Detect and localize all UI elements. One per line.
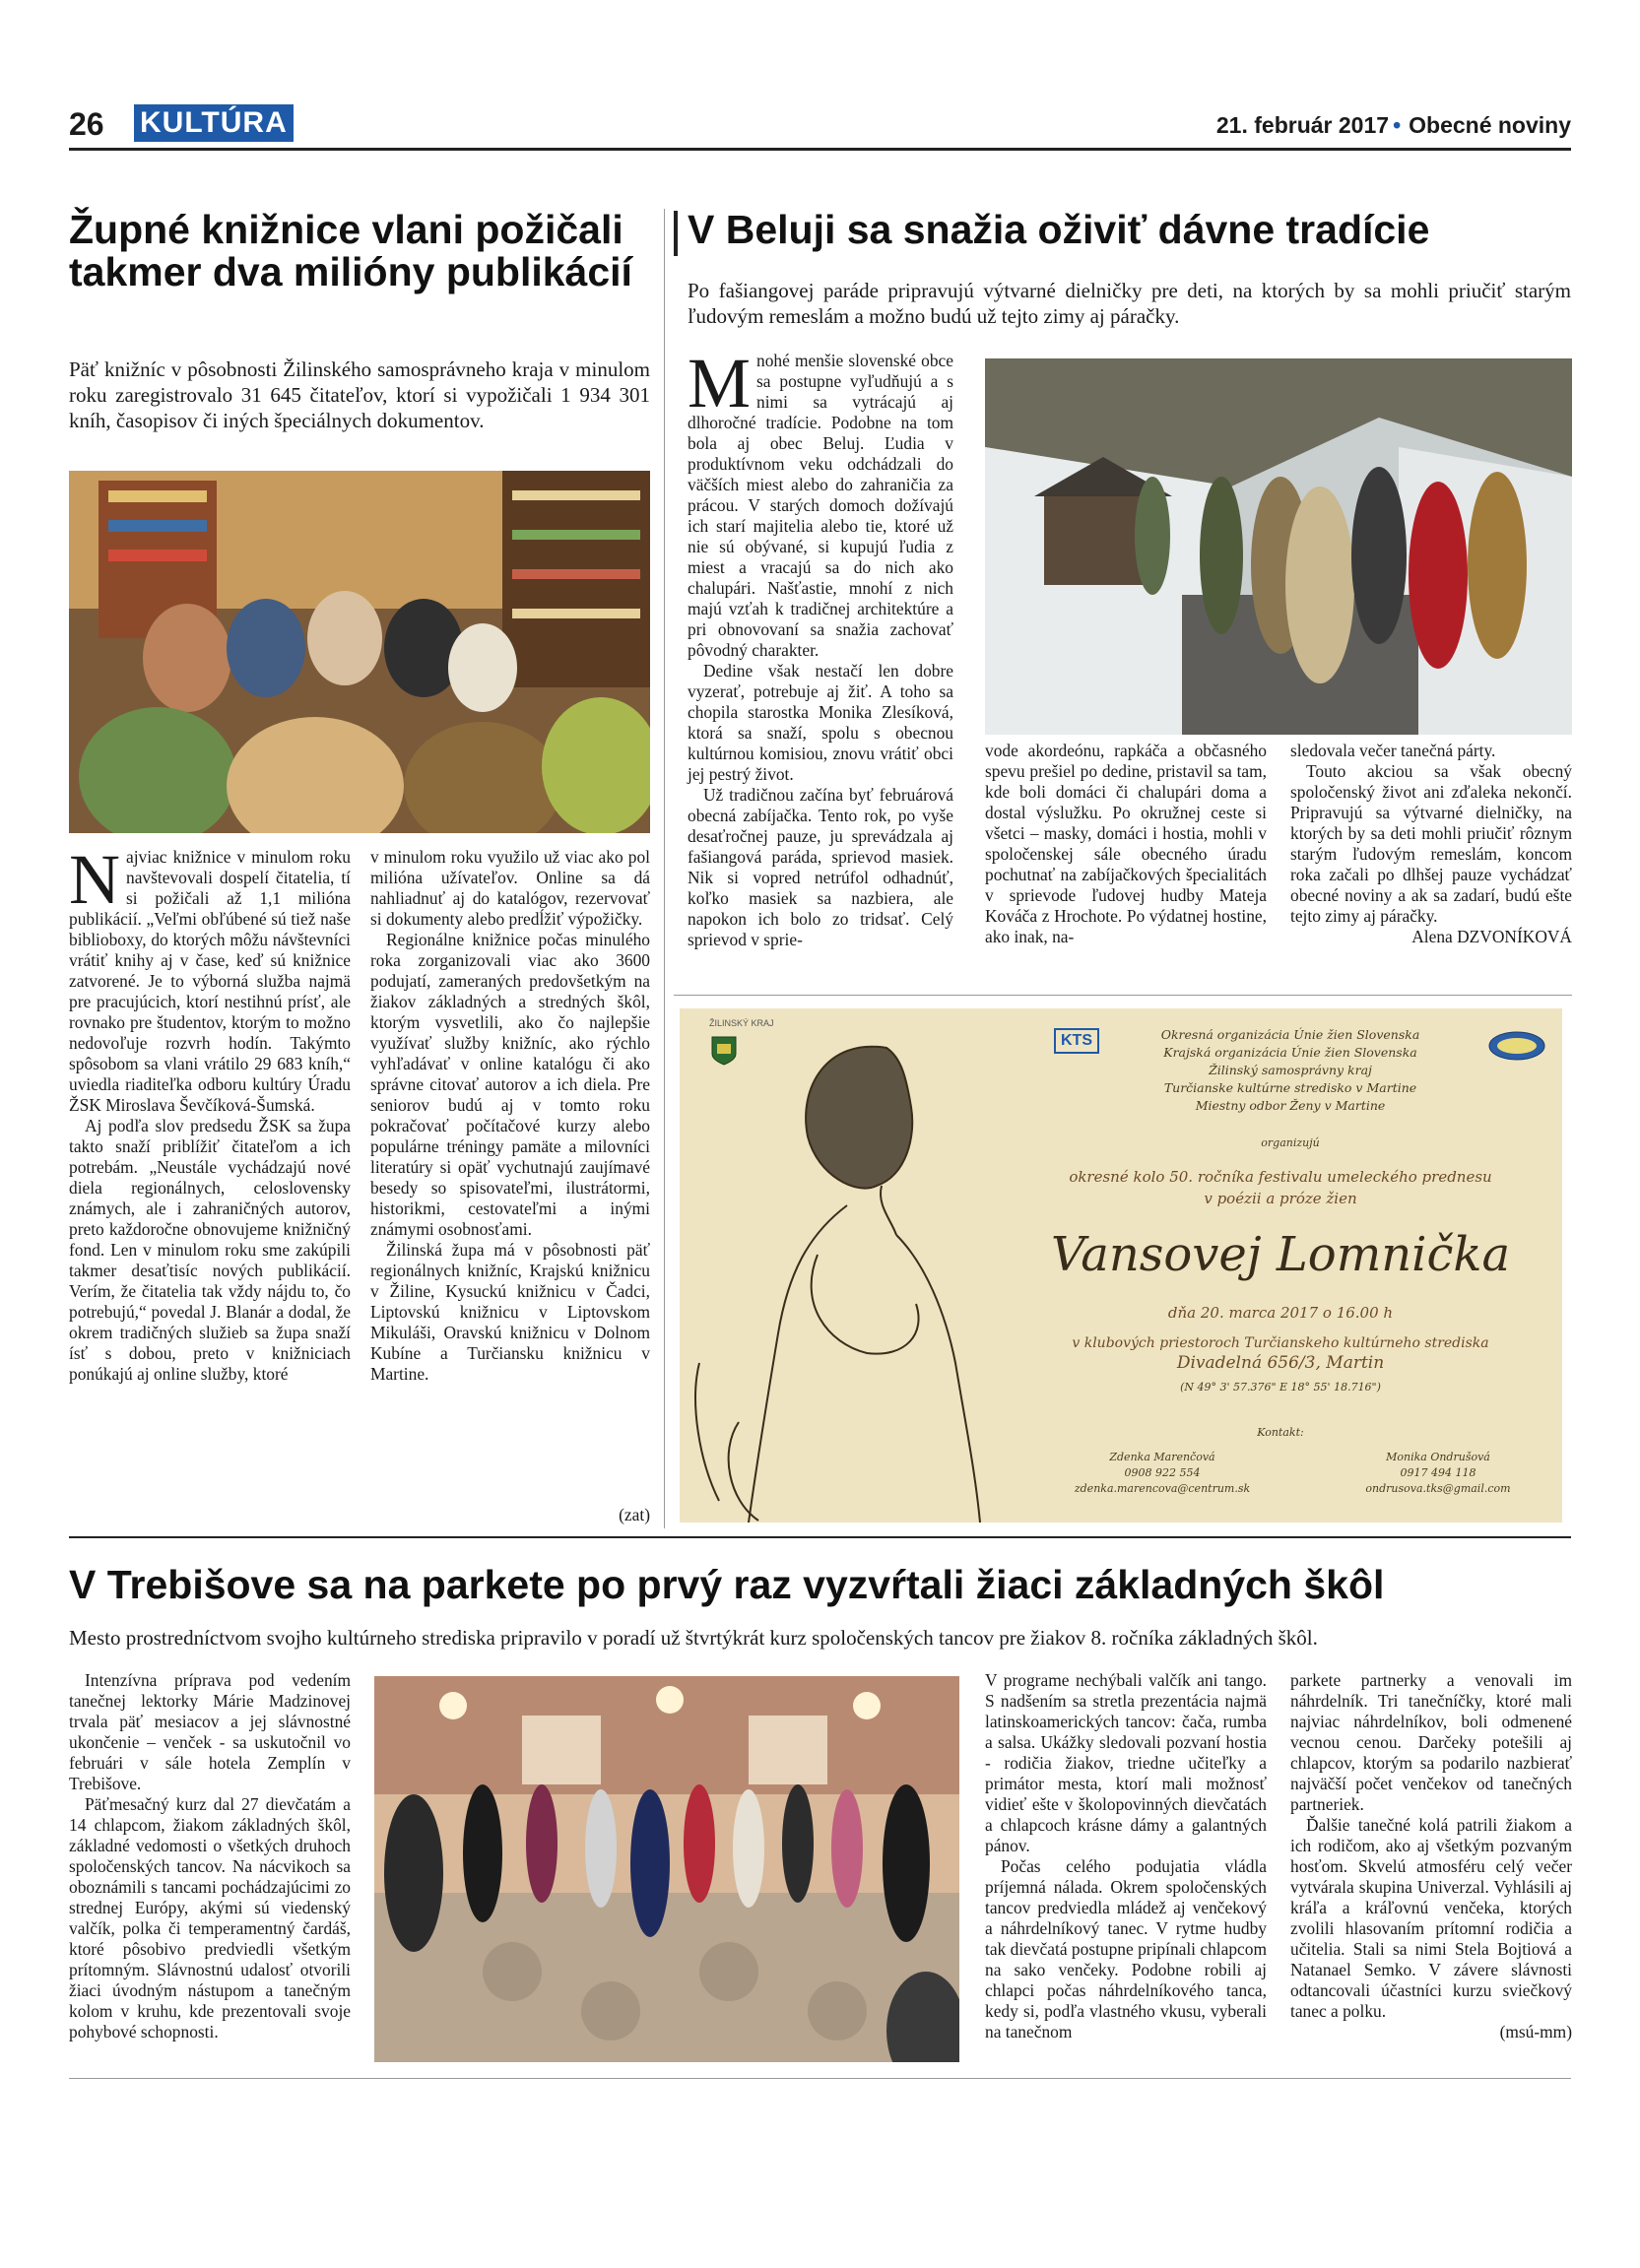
article1-col1-paragraph-2: Aj podľa slov predsedu ŽSK sa župa takto snaží priblížiť čitateľom a ich potrebám. „Neustále vychádzajú nové diela regionálnych, celoslovensky známych, ale i zahraničných autorov, preto každoročne obnovujeme knižničný fond. Len v minulom roku sme zakúpili takmer desaťtisíc nových publikácií. Verím, že čitatelia tak vždy nájdu to, čo potrebujú,“ povedal J. Blanár a dodal, že okrem tradičných služieb sa župa snaží ísť s dobou, preto v knižniciach ponúkajú aj online služby, ktoré xyxy=(69,1116,351,1384)
contact-email: zdenka.marencova@centrum.sk xyxy=(1074,1482,1251,1495)
article3-signature: (msú-mm) xyxy=(1499,2022,1572,2041)
contact-phone: 0917 494 118 xyxy=(1400,1466,1476,1479)
page-header xyxy=(69,102,1571,146)
organizer-line: Žilinský samosprávny kraj xyxy=(1209,1063,1372,1077)
masks-parade-photo xyxy=(985,358,1572,735)
woman-portrait-sketch xyxy=(680,1008,1015,1523)
article2-col1-paragraph-3: Už tradičnou začína byť februárová obecná zabíjačka. Tento rok, po vyše desaťročnej pauze, ju sprevádzala aj fašiangová paráda, sprievod masiek. Nik si vopred netrúfol odhadnúť, koľko masiek sa nazbiera, ale napokon ich bolo zo tridsať. Celý sprievod v sprie- xyxy=(688,785,953,949)
article1-column-1 xyxy=(69,840,351,1385)
organizer-line: Krajská organizácia Únie žien Slovenska xyxy=(1163,1045,1417,1060)
article2-title-marker xyxy=(674,211,678,256)
header-rule xyxy=(69,148,1571,151)
article2-col3-paragraph-2: Touto akciou sa však obecný spoločenský život ani zďaleka nekončí. Pripravujú sa výtvarné dielničky, na ktorých by sa deti mohli priučiť rôznym starým ľudovým remeslám, koncom roka začali po dlhšej pauze vychádzať obecné noviny a ak sa zadarí, budú ešte tejto zimy aj páračky. xyxy=(1290,761,1572,926)
article2-column-2 xyxy=(985,741,1267,947)
region-label: ŽILINSKÝ KRAJ xyxy=(709,1018,774,1028)
section-badge: KULTÚRA xyxy=(134,104,294,142)
article1-col2-paragraph-2: Regionálne knižnice počas minulého roka zorganizovali viac ako 3600 podujatí, zameraných predovšetkým na žiakov základných a stredných škôl, ktorým vysvetlili, ako čo najlepšie využívať služby knižníc, ako rýchlo vyhľadávať v online katalógu či ako správne citovať autorov a ich diela. Pre seniorov budú aj v tomto roku pokračovať počítačové kurzy alebo populárne tréningy pamäte a milovníci literatúry si opäť vychutnajú zaujímavé besedy so spisovateľmi, ilustrátormi, historikmi, cestovateľmi a inými známymi osobnosťami. xyxy=(370,930,650,1239)
article1-signature: (zat) xyxy=(619,1505,650,1524)
union-of-women-logo-icon xyxy=(1487,1030,1546,1062)
article1-col1-paragraph xyxy=(69,840,351,1116)
article2-col2-paragraph: vode akordeónu, rapkáča a občasného spevu prešiel po dedine, pristavil sa tam, kde boli domáci či chalupári doma a dostal výslužku. Po okružnej ceste si všetci – masky, domáci i hostia, mohli v spoločenskej sále obecného úradu pochutnať na zabíjačkových špecialitách v sprievode ľudovej hudby Mateja Kováča z Hrochote. Po výdatnej hostine, ako inak, na- xyxy=(985,741,1267,946)
issue-date: 21. február 2017 xyxy=(1215,112,1390,138)
paper-name: Obecné noviny xyxy=(1409,112,1571,138)
contact-email: ondrusova.tks@gmail.com xyxy=(1365,1482,1511,1495)
article2-column-1 xyxy=(688,344,953,950)
festival-line: v poézii a próze žien xyxy=(1204,1190,1357,1207)
article2-col3-paragraph-1: sledovala večer tanečná párty. xyxy=(1290,741,1496,760)
coat-of-arms-icon xyxy=(711,1036,737,1066)
header-dateline xyxy=(1216,112,1571,139)
article1-col2-paragraph-1: v minulom roku využilo už viac ako pol milióna užívateľov. Online sa dá nahliadnuť aj do katalógov, rezervovať si dokumenty alebo predĺžiť výpožičky. xyxy=(370,847,650,929)
invitation-poster xyxy=(680,1008,1562,1523)
article1-title: Župné knižnice vlani požičali takmer dva milióny publikácií xyxy=(69,207,632,295)
article1-col1-text: ajviac knižnice v minulom roku navštevovali dospelí čitatelia, tí si požičali až 1,1 milióna publikácií. „Veľmi obľúbené sú tiež naše biblioboxy, do ktorých môžu návštevníci vrátiť knihy aj v čase, keď sú knižnice zatvorené. Je to výborná služba najmä pre pracujúcich, ktorí nestihnú prísť, ale rovnako pre študentov, ktorým to možno nedovoľuje rozvrh hodín. Takýmto spôsobom sa vlani vrátilo 29 683 kníh,“ uviedla riaditeľka odboru kultúry Úradu ŽSK Miroslava Ševčíková-Šumská. xyxy=(69,847,351,1115)
gps-coordinates: (N 49° 3' 57.376" E 18° 55' 18.716") xyxy=(1180,1381,1381,1393)
organizuju-label: organizujú xyxy=(1261,1136,1320,1149)
venue-line: Divadelná 656/3, Martin xyxy=(1176,1353,1385,1373)
dance-course-illustration xyxy=(374,1676,959,2062)
article2-col1-paragraph-2: Dedine však nestačí len dobre vyzerať, potrebuje aj žiť. A toho sa chopila starostka Monika Zlesíková, ktorá sa snaží, spolu s obecnou kultúrnou komisiou, znovu vrátiť obci jej pestrý život. xyxy=(688,661,953,784)
article3-col1-paragraph-1: Intenzívna príprava pod vedením tanečnej lektorky Márie Madzinovej trvala päť mesiacov a jej slávnostné ukončenie – venček - sa uskutočnil vo februári v sále hotela Zemplín v Trebišove. xyxy=(69,1670,351,1793)
event-name: Vansovej Lomnička xyxy=(1050,1227,1511,1282)
article3-top-rule xyxy=(69,1536,1571,1538)
library-photo xyxy=(69,471,650,833)
article2-col1-paragraph xyxy=(688,344,953,661)
festival-description xyxy=(1015,1166,1546,1209)
article3-col2-paragraph-1: V programe nechýbali valčík ani tango. S nadšením sa stretla prezentácia najmä latinskoamerických tancov: čača, rumba a salsa. Ukážky sledovali pozvaní hostia - rodičia žiakov, triedne učiteľky a primátor mesta, ktorí mali možnosť vidieť ešte v školopovinných dievčatách a chlapcoch krásne dámy a galantných pánov. xyxy=(985,1670,1267,1855)
article3-col3-paragraph-2: Ďalšie tanečné kolá patrili žiakom a ich rodičom, ako aj všetkým pozvaným hosťom. Skvelú atmosféru celý večer vytvárala skupina Univerzal. Vyhlásili aj kráľa a kráľovnú venčeka, ktorých zvolili hlasovaním prítomní rodičia a učitelia. Stali sa nimi Stela Bojtiová a Natanael Semko. V závere slávnosti odtancovali účastníci kurzu sviečkový tanec a polku. xyxy=(1290,1815,1572,2021)
contact-1 xyxy=(1074,1450,1251,1497)
dance-course-photo xyxy=(374,1676,959,2062)
article3-col3-paragraph-1: parkete partnerky a venovali im náhrdelník. Tri tanečníčky, ktoré mali najviac náhrdelníkov, boli odmenené vecnou cenou. Darčeky potešili aj chlapcov, ktorým sa podarilo nazbierať najväčší počet venčekov od tanečných partneriek. xyxy=(1290,1670,1572,1814)
article3-lead: Mesto prostredníctvom svojho kultúrneho strediska pripravilo v poradí už štvrtýkrát kurz spoločenských tancov pre žiakov 8. ročníka základných škôl. xyxy=(69,1626,1318,1650)
organizer-line: Miestny odbor Ženy v Martine xyxy=(1195,1098,1386,1113)
article2-lead: Po fašiangovej paráde pripravujú výtvarné dielničky pre deti, na ktorých by sa mohli priučiť starým ľudovým remeslám a možno budú už tejto zimy aj páračky. xyxy=(688,279,1571,328)
article1-col2-paragraph-3: Žilinská župa má v pôsobnosti päť regionálnych knižníc, Krajskú knižnicu v Žiline, Kysuckú knižnicu v Čadci, Liptovskú knižnicu v Liptovskom Mikuláši, Oravskú knižnicu v Dolnom Kubíne a Turčiansku knižnicu v Martine. xyxy=(370,1240,650,1384)
contact-2 xyxy=(1349,1450,1527,1497)
article1-dropcap: N xyxy=(69,840,120,919)
article2-title: V Beluji sa snažia oživiť dávne tradície xyxy=(688,207,1430,252)
article1-column-2 xyxy=(370,847,650,1385)
library-photo-illustration xyxy=(69,471,650,833)
article3-column-1 xyxy=(69,1670,351,2042)
article3-col1-paragraph-2: Päťmesačný kurz dal 27 dievčatám a 14 chlapcom, žiakom základných škôl, základné vedomosti o všetkých druhoch spoločenských tancov. Na nácvikoch sa oboznámili s tancami pochádzajúcimi zo strednej Európy, akými sú viedenský valčík, polka či temperamentný čardáš, ktoré pôsobivo predviedli všetkým prítomným. Slávnostnú udalosť otvorili žiaci úvodným nástupom a tanečným kolom v kruhu, kde prezentovali svoje pohybové schopnosti. xyxy=(69,1794,351,2041)
festival-line: okresné kolo 50. ročníka festivalu umeleckého prednesu xyxy=(1069,1168,1492,1186)
article3-title: V Trebišove sa na parkete po prvý raz vyzvŕtali žiaci základných škôl xyxy=(69,1562,1385,1607)
footer-rule xyxy=(69,2078,1571,2079)
contact-phone: 0908 922 554 xyxy=(1124,1466,1201,1479)
article2-dropcap: M xyxy=(688,344,752,422)
page-number: 26 xyxy=(69,106,104,142)
organizers-list xyxy=(1113,1026,1468,1115)
event-date: dňa 20. marca 2017 o 16.00 h xyxy=(1167,1304,1394,1322)
masks-parade-illustration xyxy=(985,358,1572,735)
article2-column-3 xyxy=(1290,741,1572,947)
contact-name: Monika Ondrušová xyxy=(1386,1451,1490,1463)
venue-line: v klubových priestoroch Turčianskeho kultúrneho strediska xyxy=(1072,1335,1489,1351)
contact-label: Kontakt: xyxy=(1257,1426,1304,1439)
event-venue xyxy=(1015,1333,1546,1373)
article3-column-2 xyxy=(985,1670,1267,2042)
article3-column-3 xyxy=(1290,1670,1572,2042)
organizer-line: Okresná organizácia Únie žien Slovenska xyxy=(1160,1027,1420,1042)
column-divider xyxy=(664,209,665,1528)
article2-col1-text: nohé menšie slovenské obce sa postupne vyľudňujú a s nimi sa vytrácajú aj dlhoročné tradície. Podobne na tom bola aj obec Beluj. Ľudia v produktívnom veku odchádzali do väčších miest alebo do zahraničia za prácou. V starých domoch dožívajú ich starí majitelia alebo tie, ktoré už nie sú obývané, si kupujú ľudia z miest a vracajú sa do nich ako chalupári. Našťastie, mnohí z nich majú vzťah k tradičnej architektúre a pri obnovovaní sa snažia zachovať pôvodný charakter. xyxy=(688,351,953,660)
bullet-icon: • xyxy=(1393,112,1402,138)
article3-col2-paragraph-2: Počas celého podujatia vládla príjemná nálada. Okrem spoločenských tancov predviedla mládež aj venčekový a náhrdelníkový tanec. V rytme hudby tak dievčatá postupne pripínali chlapcom na sako venčeky. Podobne robili aj chlapci počas náhrdelníkového tanca, kedy si, podľa vlastného vkusu, vyberali na tanečnom xyxy=(985,1856,1267,2041)
organizer-line: Turčianske kultúrne stredisko v Martine xyxy=(1163,1080,1417,1095)
contact-name: Zdenka Marenčová xyxy=(1109,1451,1215,1463)
article1-lead: Päť knižníc v pôsobnosti Žilinského samosprávneho kraja v minulom roku zaregistrovalo 31 645 čitateľov, ktorí si vypožičali 1 934 301 kníh, časopisov či iných špeciálnych dokumentov. xyxy=(69,357,650,432)
article2-signature: Alena DZVONÍKOVÁ xyxy=(1411,927,1572,946)
kts-logo: KTS xyxy=(1054,1028,1099,1054)
article2-bottom-rule xyxy=(674,995,1572,996)
